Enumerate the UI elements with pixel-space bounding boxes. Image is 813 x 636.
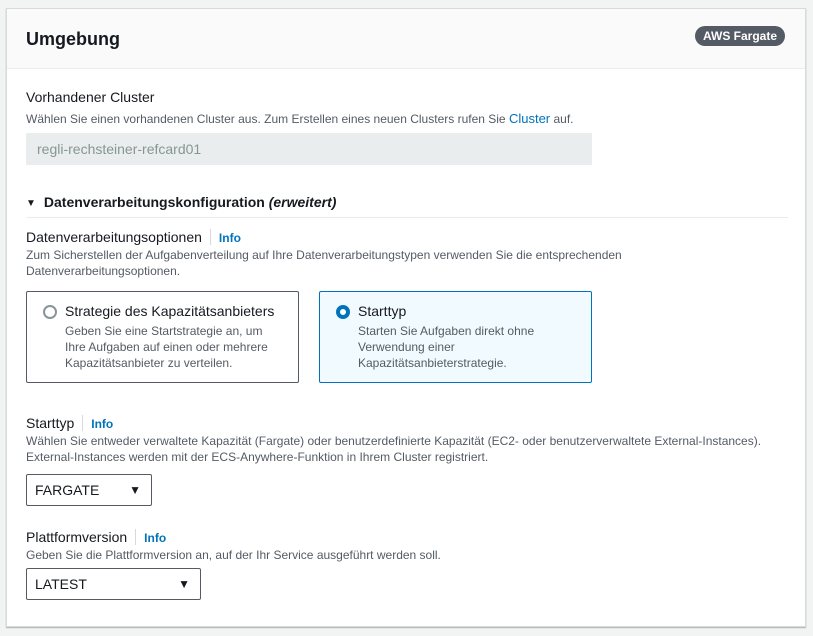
expander-suffix: (erweitert) xyxy=(268,194,337,210)
launch-type-select[interactable] xyxy=(26,474,152,506)
launch-type-value: FARGATE xyxy=(35,482,100,498)
cluster-description-suffix: auf. xyxy=(553,112,574,126)
cluster-description xyxy=(26,111,574,127)
caret-down-icon: ▼ xyxy=(178,577,190,591)
radio-button[interactable] xyxy=(43,305,57,319)
compute-options-info-link[interactable]: Info xyxy=(218,231,241,245)
compute-options-label-row xyxy=(26,229,241,245)
expander-label: Datenverarbeitungskonfiguration xyxy=(43,194,265,210)
caret-down-icon: ▼ xyxy=(26,198,36,209)
tile-launch-type[interactable] xyxy=(319,291,592,383)
tile-description: Starten Sie Aufgaben direkt ohne Verwendung einer Kapazitätsanbieterstrategie. xyxy=(358,324,535,370)
launch-type-label-row xyxy=(26,415,113,431)
cluster-input: regli-rechsteiner-refcard01 xyxy=(26,133,592,165)
compute-options-label: Datenverarbeitungsoptionen xyxy=(26,229,202,245)
fargate-badge: AWS Fargate xyxy=(695,26,785,46)
launch-type-info-link[interactable]: Info xyxy=(91,417,114,431)
caret-down-icon: ▼ xyxy=(129,483,141,497)
cluster-description-text: Wählen Sie einen vorhandenen Cluster aus. Zum Erstellen eines neuen Clusters rufen Sie xyxy=(26,112,506,126)
environment-panel xyxy=(6,8,806,627)
compute-config-expander[interactable] xyxy=(26,194,788,218)
cluster-label: Vorhandener Cluster xyxy=(26,89,155,105)
info-divider xyxy=(82,415,83,431)
compute-options-description: Zum Sicherstellen der Aufgabenverteilung auf Ihre Datenverarbeitungstypen verwenden Sie die entsprechenden Datenverarbeitungsoptionen. xyxy=(26,248,622,278)
platform-version-value: LATEST xyxy=(35,576,87,592)
platform-version-label: Plattformversion xyxy=(26,529,128,545)
platform-version-label-row xyxy=(26,529,166,545)
tile-title: Strategie des Kapazitätsanbieters xyxy=(65,303,275,319)
info-divider xyxy=(210,229,211,245)
radio-button-selected[interactable] xyxy=(336,305,350,319)
cluster-link[interactable]: Cluster xyxy=(508,111,551,126)
platform-version-description: Geben Sie die Plattformversion an, auf der Ihr Service ausgeführt werden soll. xyxy=(26,548,441,562)
info-divider xyxy=(135,529,136,545)
tile-description: Geben Sie eine Startstrategie an, um Ihre Aufgaben auf einen oder mehrere Kapazitätsanbieter zu verteilen. xyxy=(65,324,268,370)
tile-capacity-provider-strategy[interactable] xyxy=(26,291,299,383)
platform-version-info-link[interactable]: Info xyxy=(144,531,167,545)
platform-version-select[interactable] xyxy=(26,568,201,600)
panel-title: Umgebung xyxy=(26,29,120,49)
panel-header xyxy=(7,9,805,69)
launch-type-description: Wählen Sie entweder verwaltete Kapazität (Fargate) oder benutzerdefinierte Kapazität (EC2- oder benutzerverwaltete External-Instances). External-Instances werden mit der ECS-Anywhere-Funktion in Ihrem Cluster registriert. xyxy=(26,434,762,464)
launch-type-label: Starttyp xyxy=(26,415,75,431)
tile-title: Starttyp xyxy=(358,303,407,319)
